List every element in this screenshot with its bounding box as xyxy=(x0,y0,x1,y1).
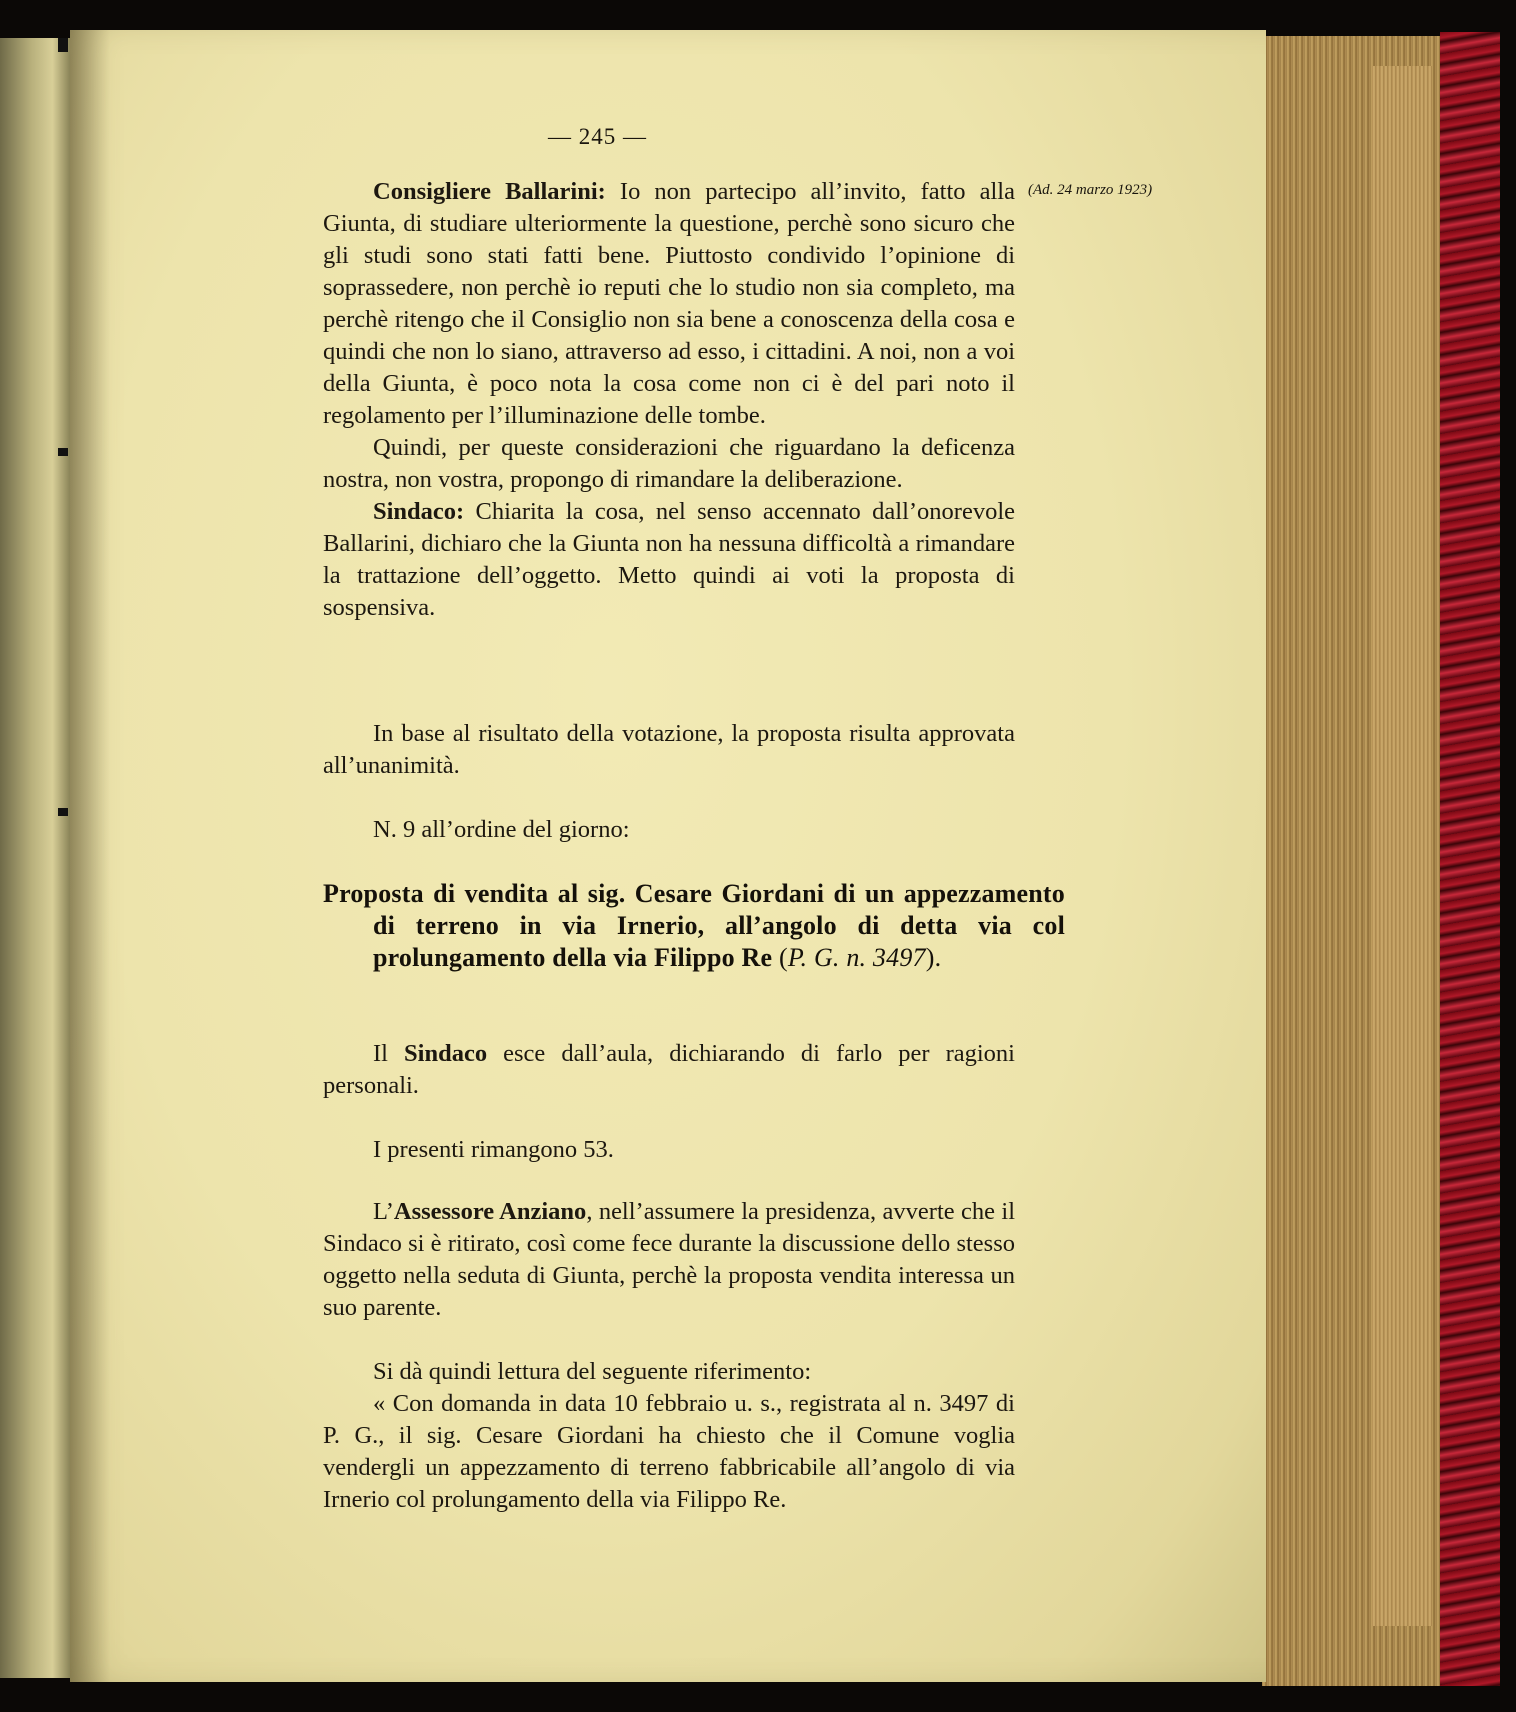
paragraph-text: L’ xyxy=(373,1198,394,1225)
book-page-edges-inner xyxy=(1372,66,1432,1626)
page-mark xyxy=(58,808,68,816)
gutter-shadow xyxy=(70,30,110,1682)
heading-reference: P. G. n. 3497 xyxy=(787,943,926,972)
paragraph-text: I presenti rimangono 53. xyxy=(373,1136,614,1163)
speaker-name: Sindaco xyxy=(404,1040,488,1067)
paragraph-text: Si dà quindi lettura del seguente riferimento: xyxy=(373,1358,812,1385)
page-mark xyxy=(58,38,68,52)
heading-ref-close: ). xyxy=(925,943,942,972)
facing-page-edge xyxy=(0,38,70,1678)
paragraph-vote-result xyxy=(323,718,1015,782)
paragraph-text: Il xyxy=(373,1040,405,1067)
paragraph-presenti xyxy=(323,1134,1015,1166)
paragraph-lettura xyxy=(323,1356,1015,1516)
agenda-heading xyxy=(323,878,1065,974)
speaker-name: Sindaco: xyxy=(373,498,465,525)
paragraph-text: Chiarita la cosa, nel senso accennato dall’onorevole Ballarini, dichiaro che la Giunta non ha nessuna difficoltà a rimandare la trattazione dell’oggetto. Metto quindi ai voti la proposta di sospensiva. xyxy=(323,498,1015,621)
paragraph-assessore xyxy=(323,1196,1015,1324)
page-number: — 245 — xyxy=(548,124,647,149)
speaker-name: Consigliere Ballarini: xyxy=(373,178,606,205)
margin-date-note: (Ad. 24 marzo 1923) xyxy=(1028,182,1153,198)
paragraph-text: esce dall’aula, dichiarando di farlo per ragioni personali. xyxy=(323,1040,1015,1099)
speaker-name: Assessore Anziano xyxy=(393,1198,587,1225)
paragraph-text: , nell’assumere la presidenza, avverte che il Sindaco si è ritirato, così come fece durante la discussione dello stesso oggetto nella seduta di Giunta, perchè la proposta vendita interessa un suo parente. xyxy=(323,1198,1015,1321)
paragraph-text: Io non partecipo all’invito, fatto alla Giunta, di studiare ulteriormente la questione, perchè sono sicuro che gli studi sono stati fatti bene. Piuttosto condivido l’opinione di soprassedere, non perchè io reputi che lo studio non sia completo, ma perchè ritengo che il Consiglio non sia bene a conoscenza della cosa e quindi che non lo siano, attraverso ad esso, i cittadini. A noi, non a voi della Giunta, è poco nota la cosa come non ci è del pari noto il regolamento per l’illuminazione delle tombe. xyxy=(323,178,1015,429)
paragraph-text: In base al risultato della votazione, la proposta risulta approvata all’unanimità. xyxy=(323,720,1015,779)
top-shadow xyxy=(0,0,1516,32)
book-page-edges xyxy=(1262,36,1442,1686)
paragraph-ballarini xyxy=(323,176,1015,624)
heading-ref-open: ( xyxy=(778,943,788,972)
paragraph-text: N. 9 all’ordine del giorno: xyxy=(373,816,630,843)
book-cover-edge xyxy=(1440,32,1500,1686)
heading-text: Proposta di vendita al sig. Cesare Giordani di un appezzamento di terreno in via Irnerio, all’angolo di detta via col prolungamento della via Filippo Re xyxy=(323,879,1065,972)
page-mark xyxy=(58,448,68,456)
paragraph-text: Quindi, per queste considerazioni che riguardano la deficenza nostra, non vostra, propongo di rimandare la deliberazione. xyxy=(323,434,1015,493)
paragraph-sindaco-exits xyxy=(323,1038,1015,1102)
agenda-item-label xyxy=(323,814,1015,846)
paragraph-text: « Con domanda in data 10 febbraio u. s., registrata al n. 3497 di P. G., il sig. Cesare Giordani ha chiesto che il Comune voglia vendergli un appezzamento di terreno fabbricabile all’angolo di via Irnerio col prolungamento della via Filippo Re. xyxy=(323,1390,1015,1513)
